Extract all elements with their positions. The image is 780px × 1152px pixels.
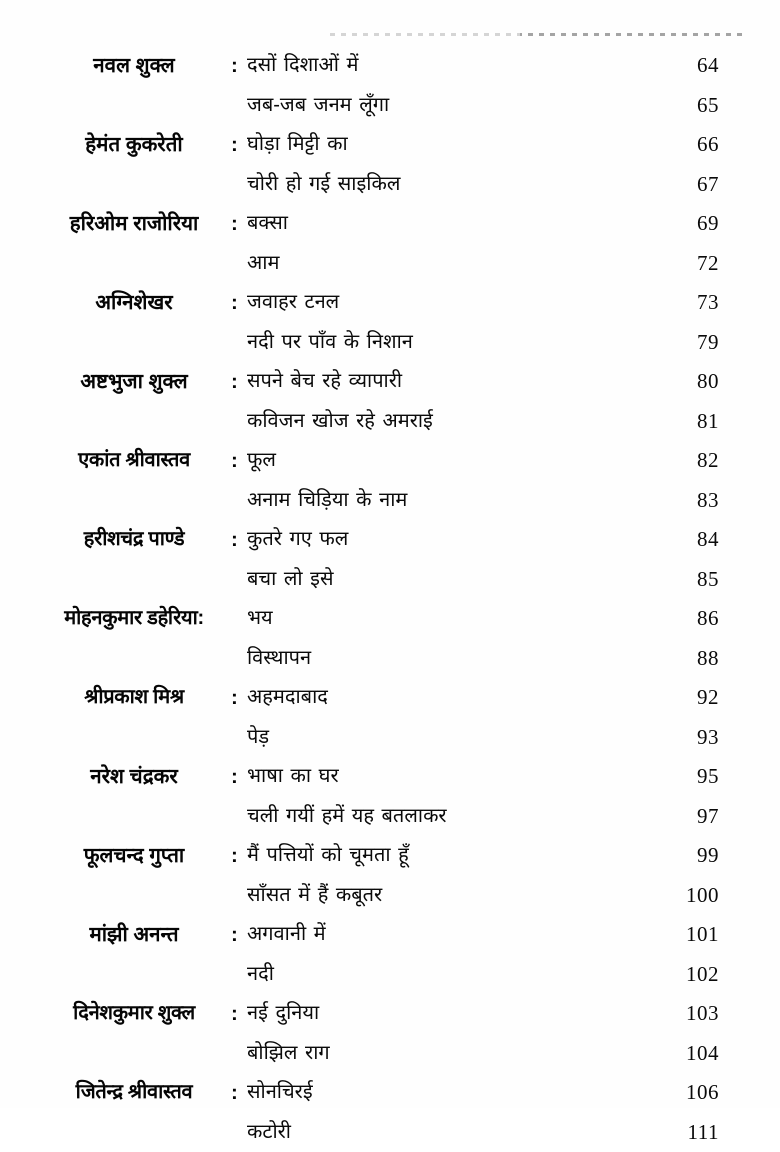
page-number[interactable]: 103 [686,1001,719,1026]
colon-separator: : [231,441,238,481]
author-name-cell [40,441,228,481]
author-name-cell [40,402,228,442]
author-name-cell [40,797,228,837]
poem-title-cell [247,165,677,205]
author-name: जितेन्द्र श्रीवास्तव [76,1080,193,1105]
page-number[interactable]: 79 [697,330,719,355]
page-number[interactable]: 64 [697,53,719,78]
page-number[interactable]: 69 [697,211,719,236]
poem-title[interactable]: अहमदाबाद [247,685,328,710]
poem-title[interactable]: फूल [247,448,276,473]
poem-title-cell [247,283,677,323]
colon-separator: : [231,362,238,402]
colon-separator: : [231,915,238,955]
page-number-cell [620,915,719,955]
page-number-cell [620,86,719,126]
poem-title[interactable]: कुतरे गए फल [247,527,348,552]
toc-row[interactable] [0,639,780,679]
toc-row[interactable] [0,46,780,86]
page-number-cell [620,362,719,402]
poem-title[interactable]: चोरी हो गई साइकिल [247,172,400,197]
author-name-cell [40,1034,228,1074]
page-number[interactable]: 104 [686,1041,719,1066]
poem-title-cell [247,1034,677,1074]
poem-title-cell [247,520,677,560]
author-name: अष्टभुजा शुक्ल [80,369,187,395]
toc-entry [0,994,780,1073]
poem-title-cell [247,876,677,916]
dashed-scan-line-artifact [330,33,745,36]
author-name-cell [40,994,228,1034]
poem-title[interactable]: जवाहर टनल [247,290,339,315]
page-number[interactable]: 86 [697,606,719,631]
page-number[interactable]: 85 [697,567,719,592]
poem-title[interactable]: दसों दिशाओं में [247,53,358,78]
poem-title-cell [247,1113,677,1152]
poem-title[interactable]: मैं पत्तियों को चूमता हूँ [247,843,409,868]
poem-title-cell [247,441,677,481]
toc-entry [0,204,780,283]
toc-entry [0,283,780,362]
toc-row[interactable] [0,402,780,442]
toc-row[interactable] [0,1113,780,1152]
author-name-cell [40,165,228,205]
author-name-cell [40,46,228,86]
author-name-cell [40,915,228,955]
poem-title[interactable]: आम [247,251,279,276]
author-name-cell [40,520,228,560]
poem-title[interactable]: कटोरी [247,1120,291,1145]
author-name-cell [40,639,228,679]
poem-title[interactable]: भय [247,606,273,631]
toc-entry [0,836,780,915]
author-name-cell [40,323,228,363]
page-number-cell [620,283,719,323]
page-number-cell [620,836,719,876]
table-of-contents-list [0,46,780,1152]
page-number[interactable]: 111 [688,1120,719,1145]
poem-title-cell [247,599,677,639]
poem-title-cell [247,86,677,126]
poem-title-cell [247,797,677,837]
poem-title-cell [247,362,677,402]
poem-title-cell [247,994,677,1034]
author-name-cell [40,86,228,126]
toc-row[interactable] [0,955,780,995]
poem-title-cell [247,955,677,995]
poem-title-cell [247,46,677,86]
page-number-cell [620,244,719,284]
page-number-cell [620,757,719,797]
colon-separator: : [231,1073,238,1113]
poem-title[interactable]: विस्थापन [247,646,311,671]
author-name: नवल शुक्ल [93,53,174,79]
author-name-cell [40,560,228,600]
poem-title[interactable]: पेड़ [247,725,269,750]
toc-entry [0,46,780,125]
toc-row[interactable] [0,599,780,639]
page-number-cell [620,1073,719,1113]
page-number-cell [620,994,719,1034]
page-number[interactable]: 73 [697,290,719,315]
toc-row[interactable] [0,86,780,126]
page-number[interactable]: 83 [697,488,719,513]
toc-row[interactable] [0,244,780,284]
author-name-cell [40,1073,228,1113]
page-number[interactable]: 102 [686,962,719,987]
poem-title-cell [247,481,677,521]
poem-title-cell [247,639,677,679]
author-name-cell [40,204,228,244]
page-number-cell [620,599,719,639]
toc-row[interactable] [0,283,780,323]
page-number[interactable]: 72 [697,251,719,276]
page-number-cell [620,441,719,481]
author-name-cell [40,599,228,639]
poem-title-cell [247,1073,677,1113]
toc-entry [0,915,780,994]
author-name-cell [40,876,228,916]
toc-entry [0,678,780,757]
author-name-cell [40,283,228,323]
page-number-cell [620,481,719,521]
colon-separator: : [231,46,238,86]
page-number-cell [620,520,719,560]
author-name: मांझी अनन्त [89,922,178,948]
poem-title[interactable]: भाषा का घर [247,764,339,789]
colon-separator: : [231,125,238,165]
poem-title[interactable]: बचा लो इसे [247,567,334,592]
page-number-cell [620,718,719,758]
toc-row[interactable] [0,204,780,244]
page-number[interactable]: 67 [697,172,719,197]
colon-separator: : [231,678,238,718]
poem-title[interactable]: नदी [247,962,274,987]
author-name: अग्निशेखर [95,290,172,316]
toc-row[interactable] [0,323,780,363]
poem-title[interactable]: अनाम चिड़िया के नाम [247,488,407,513]
toc-entry [0,599,780,678]
poem-title[interactable]: नदी पर पाँव के निशान [247,330,413,355]
page-number[interactable]: 65 [697,93,719,118]
page-number-cell [620,560,719,600]
author-name: दिनेशकुमार शुक्ल [73,1001,195,1026]
poem-title-cell [247,323,677,363]
page-number-cell [620,165,719,205]
page-number-cell [620,1034,719,1074]
poem-title[interactable]: साँसत में हैं कबूतर [247,883,382,908]
page-number[interactable]: 66 [697,132,719,157]
poem-title-cell [247,560,677,600]
poem-title[interactable]: कविजन खोज रहे अमराई [247,409,433,434]
poem-title[interactable]: सोनचिरई [247,1080,313,1105]
poem-title[interactable]: जब-जब जनम लूँगा [247,93,389,118]
toc-row[interactable] [0,678,780,718]
toc-entry [0,441,780,520]
page-number[interactable]: 97 [697,804,719,829]
toc-entry [0,520,780,599]
poem-title[interactable]: बोझिल राग [247,1041,330,1066]
toc-row[interactable] [0,441,780,481]
page-number[interactable]: 92 [697,685,719,710]
toc-entry [0,757,780,836]
poem-title[interactable]: अगवानी में [247,922,326,947]
author-name: एकांत श्रीवास्तव [78,448,190,473]
page-number[interactable]: 84 [697,527,719,552]
page-number[interactable]: 100 [686,883,719,908]
author-name-cell [40,362,228,402]
toc-entry [0,1073,780,1152]
page-number[interactable]: 82 [697,448,719,473]
page-number-cell [620,1113,719,1152]
poem-title-cell [247,204,677,244]
toc-row[interactable] [0,797,780,837]
page-number-cell [620,125,719,165]
page-number-cell [620,639,719,679]
poem-title[interactable]: नई दुनिया [247,1001,319,1026]
toc-row[interactable] [0,757,780,797]
author-name: नरेश चंद्रकर [90,764,177,790]
poem-title[interactable]: चली गयीं हमें यह बतलाकर [247,804,447,829]
author-name-cell [40,244,228,284]
poem-title-cell [247,718,677,758]
poem-title-cell [247,915,677,955]
author-name-cell [40,757,228,797]
page-number[interactable]: 99 [697,843,719,868]
poem-title-cell [247,836,677,876]
page-number-cell [620,46,719,86]
poem-title-cell [247,402,677,442]
page-number-cell [620,797,719,837]
poem-title-cell [247,244,677,284]
author-name-cell [40,718,228,758]
page-number-cell [620,678,719,718]
page-number[interactable]: 80 [697,369,719,394]
poem-title[interactable]: बक्सा [247,211,288,236]
toc-entry [0,125,780,204]
poem-title[interactable]: घोड़ा मिट्टी का [247,132,348,157]
colon-separator: : [231,757,238,797]
toc-row[interactable] [0,362,780,402]
page-number[interactable]: 106 [686,1080,719,1105]
toc-row[interactable] [0,125,780,165]
toc-row[interactable] [0,481,780,521]
colon-separator: : [231,204,238,244]
page-number[interactable]: 88 [697,646,719,671]
author-name: श्रीप्रकाश मिश्र [84,685,184,710]
author-name-cell [40,678,228,718]
toc-row[interactable] [0,994,780,1034]
colon-separator: : [231,994,238,1034]
toc-row[interactable] [0,520,780,560]
author-name: हरीशचंद्र पाण्डे [84,527,185,552]
page-number[interactable]: 95 [697,764,719,789]
colon-separator: : [231,283,238,323]
author-name-cell [40,1113,228,1152]
toc-row[interactable] [0,1073,780,1113]
colon-separator: : [231,836,238,876]
poem-title-cell [247,678,677,718]
page-number-cell [620,402,719,442]
page-number[interactable]: 81 [697,409,719,434]
poem-title-cell [247,125,677,165]
author-name-cell [40,955,228,995]
toc-entry [0,362,780,441]
toc-row[interactable] [0,836,780,876]
author-name: फूलचन्द गुप्ता [84,843,185,869]
colon-separator: : [231,520,238,560]
toc-row[interactable] [0,718,780,758]
toc-row[interactable] [0,560,780,600]
poem-title[interactable]: सपने बेच रहे व्यापारी [247,369,402,394]
author-name: हेमंत कुकरेती [85,132,182,158]
author-name: मोहनकुमार डहेरिया: [64,606,204,631]
poem-title-cell [247,757,677,797]
toc-row[interactable] [0,876,780,916]
page-number-cell [620,876,719,916]
page-number[interactable]: 93 [697,725,719,750]
author-name-cell [40,481,228,521]
page-number[interactable]: 101 [686,922,719,947]
toc-row[interactable] [0,165,780,205]
page-number-cell [620,323,719,363]
author-name: हरिओम राजोरिया [70,211,199,237]
page-number-cell [620,204,719,244]
toc-row[interactable] [0,1034,780,1074]
author-name-cell [40,836,228,876]
toc-row[interactable] [0,915,780,955]
page-number-cell [620,955,719,995]
author-name-cell [40,125,228,165]
